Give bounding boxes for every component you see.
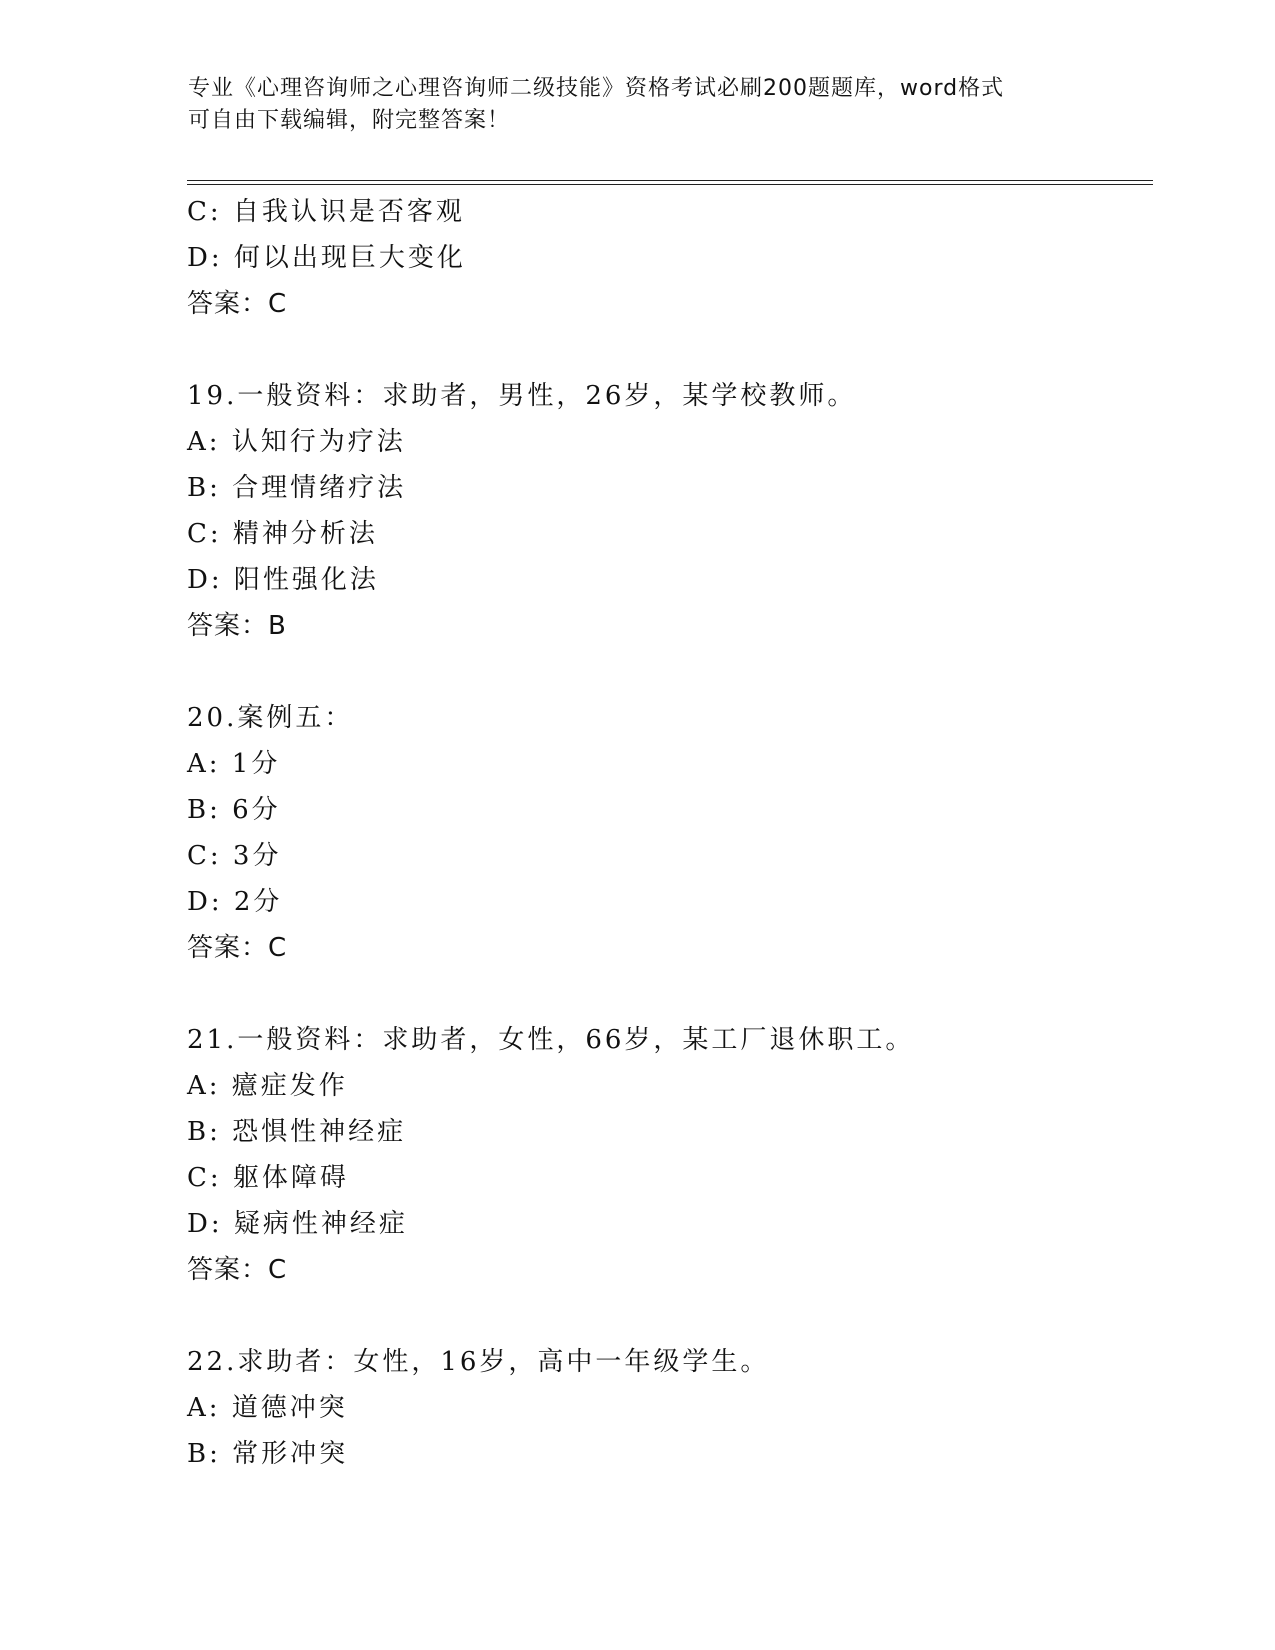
spacer (187, 1293, 1147, 1339)
question-18 (187, 189, 1147, 327)
question-list (187, 189, 1147, 1477)
question-18-answer: 答案：C (187, 289, 288, 319)
spacer (187, 649, 1147, 695)
question-19-option-b: B: 合理情绪疗法 (187, 473, 407, 503)
question-21 (187, 1017, 1147, 1293)
spacer (187, 971, 1147, 1017)
question-19-stem: 19.一般资料：求助者，男性，26岁，某学校教师。 (187, 381, 857, 411)
question-18-option-d: D: 何以出现巨大变化 (187, 243, 466, 273)
spacer (187, 327, 1147, 373)
question-20-option-d: D: 2分 (187, 887, 283, 917)
question-20-stem: 20.案例五： (187, 703, 354, 733)
question-20-option-c: C: 3分 (187, 841, 282, 871)
question-19-option-c: C: 精神分析法 (187, 519, 378, 549)
question-21-answer: 答案：C (187, 1255, 288, 1285)
question-19-option-a: A: 认知行为疗法 (187, 427, 406, 457)
question-19 (187, 373, 1147, 649)
question-21-stem: 21.一般资料：求助者，女性，66岁，某工厂退休职工。 (187, 1025, 915, 1055)
question-18-option-c: C: 自我认识是否客观 (187, 197, 465, 227)
question-20-option-a: A: 1分 (187, 749, 281, 779)
question-21-option-a: A: 癔症发作 (187, 1071, 348, 1101)
header-divider-top (187, 180, 1153, 181)
question-19-option-d: D: 阳性强化法 (187, 565, 379, 595)
question-22-option-a: A: 道德冲突 (187, 1393, 348, 1423)
question-22-option-b: B: 常形冲突 (187, 1439, 349, 1469)
question-21-option-b: B: 恐惧性神经症 (187, 1117, 407, 1147)
question-22-stem: 22.求助者：女性，16岁，高中一年级学生。 (187, 1347, 770, 1377)
question-20-answer: 答案：C (187, 933, 288, 963)
question-21-option-c: C: 躯体障碍 (187, 1163, 349, 1193)
question-20-option-b: B: 6分 (187, 795, 281, 825)
question-19-answer: 答案：B (187, 611, 287, 641)
question-22 (187, 1339, 1147, 1477)
document-header (188, 73, 1088, 137)
question-20 (187, 695, 1147, 971)
header-line-1: 专业《心理咨询师之心理咨询师二级技能》资格考试必刷200题题库，word格式 (188, 76, 1005, 101)
header-divider-bottom (187, 184, 1153, 185)
header-line-2: 可自由下载编辑，附完整答案！ (188, 108, 511, 133)
question-21-option-d: D: 疑病性神经症 (187, 1209, 408, 1239)
